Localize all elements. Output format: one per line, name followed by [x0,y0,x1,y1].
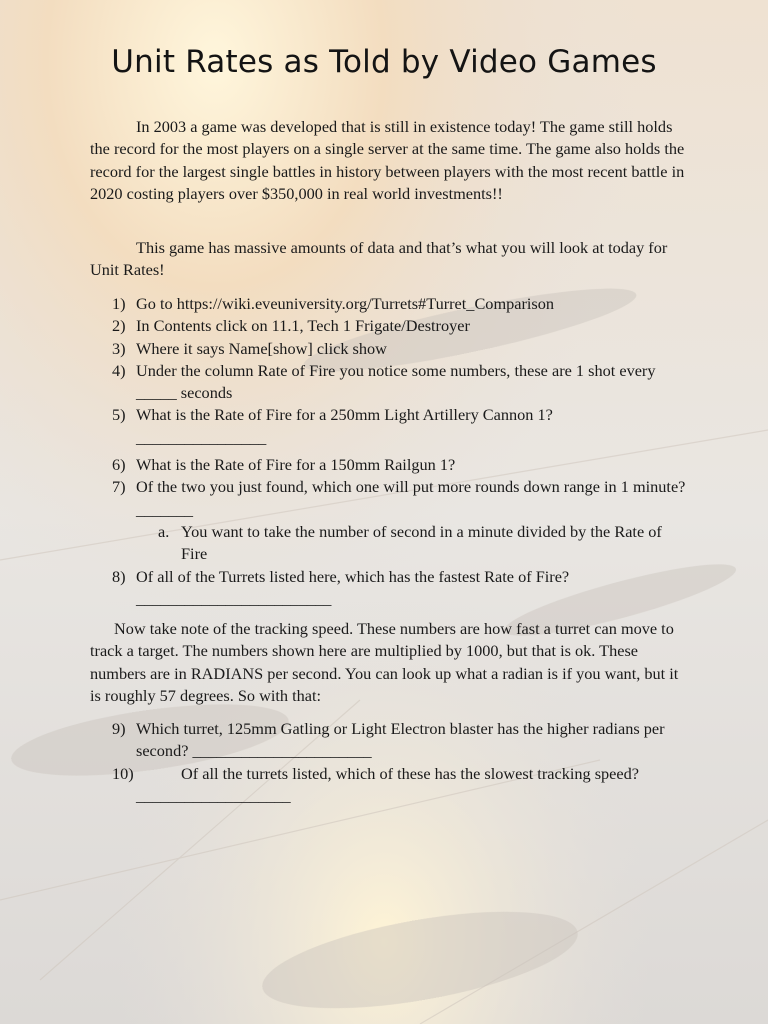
item-text: Where it says Name[show] click show [136,338,387,358]
item-text: In Contents click on 11.1, Tech 1 Frigate/Destroyer [136,316,470,336]
item-number: 2) [112,316,126,336]
list-item [90,404,656,449]
item-number: 8) [112,566,126,586]
item-number: 5) [112,405,126,425]
item-text: Which turret, 125mm Gatling or Light Electron blaster has the higher radians per second? ______________________ [136,719,665,761]
item-number: 10) [112,763,134,783]
page-title: Unit Rates as Told by Video Games [111,44,657,80]
item-text: Under the column Rate of Fire you notice some numbers, these are 1 shot every _____ seconds [136,360,656,403]
item-text: Go to https://wiki.eveuniversity.org/Turrets#Turret_Comparison [136,294,555,313]
list-sub-item [90,521,671,566]
list-item [90,360,656,405]
item-number: 6) [112,455,126,475]
list-item [90,454,690,476]
question-list [90,718,690,807]
item-number: 3) [112,338,126,358]
item-text: What is the Rate of Fire for a 150mm Railgun 1? [136,455,456,475]
item-number: 9) [112,719,126,738]
list-item [90,293,690,315]
item-number: 7) [112,477,126,497]
intro-paragraph-2: This game has massive amounts of data and that’s what you will look at today for Unit Rates! [90,238,668,280]
instruction-list [90,293,690,610]
list-item [90,763,696,808]
item-number: a. [158,521,170,541]
list-item [90,718,676,763]
item-number: 1) [112,294,126,313]
list-item [90,566,656,611]
item-number: 4) [112,360,126,380]
item-text: Of the two you just found, which one will put more rounds down range in 1 minute? _______ [136,477,686,519]
list-item [90,338,690,360]
item-text: You want to take the number of second in a minute divided by the Rate of Fire [181,521,662,564]
list-item [90,476,696,521]
item-text: Of all the turrets listed, which of these has the slowest tracking speed? ___________________ [136,763,640,805]
item-text: What is the Rate of Fire for a 250mm Light Artillery Cannon 1? ________________ [136,405,553,447]
intro-paragraph-1: In 2003 a game was developed that is still in existence today! The game still holds the record for the most players on a single server at the same time. The game also holds the record for the largest single battles in history between players with the most recent battle in 2020 costing players over $350,000 in real world investments!! [90,117,685,203]
tracking-paragraph: Now take note of the tracking speed. These numbers are how fast a turret can move to track a target. The numbers shown here are multiplied by 1000, but that is ok. These numbers are in RADIANS per second. You can look up what a radian is if you want, but it is roughly 57 degrees. So with that: [90,619,679,705]
list-item [90,315,690,337]
item-text: Of all of the Turrets listed here, which has the fastest Rate of Fire? ________________________ [136,566,570,608]
